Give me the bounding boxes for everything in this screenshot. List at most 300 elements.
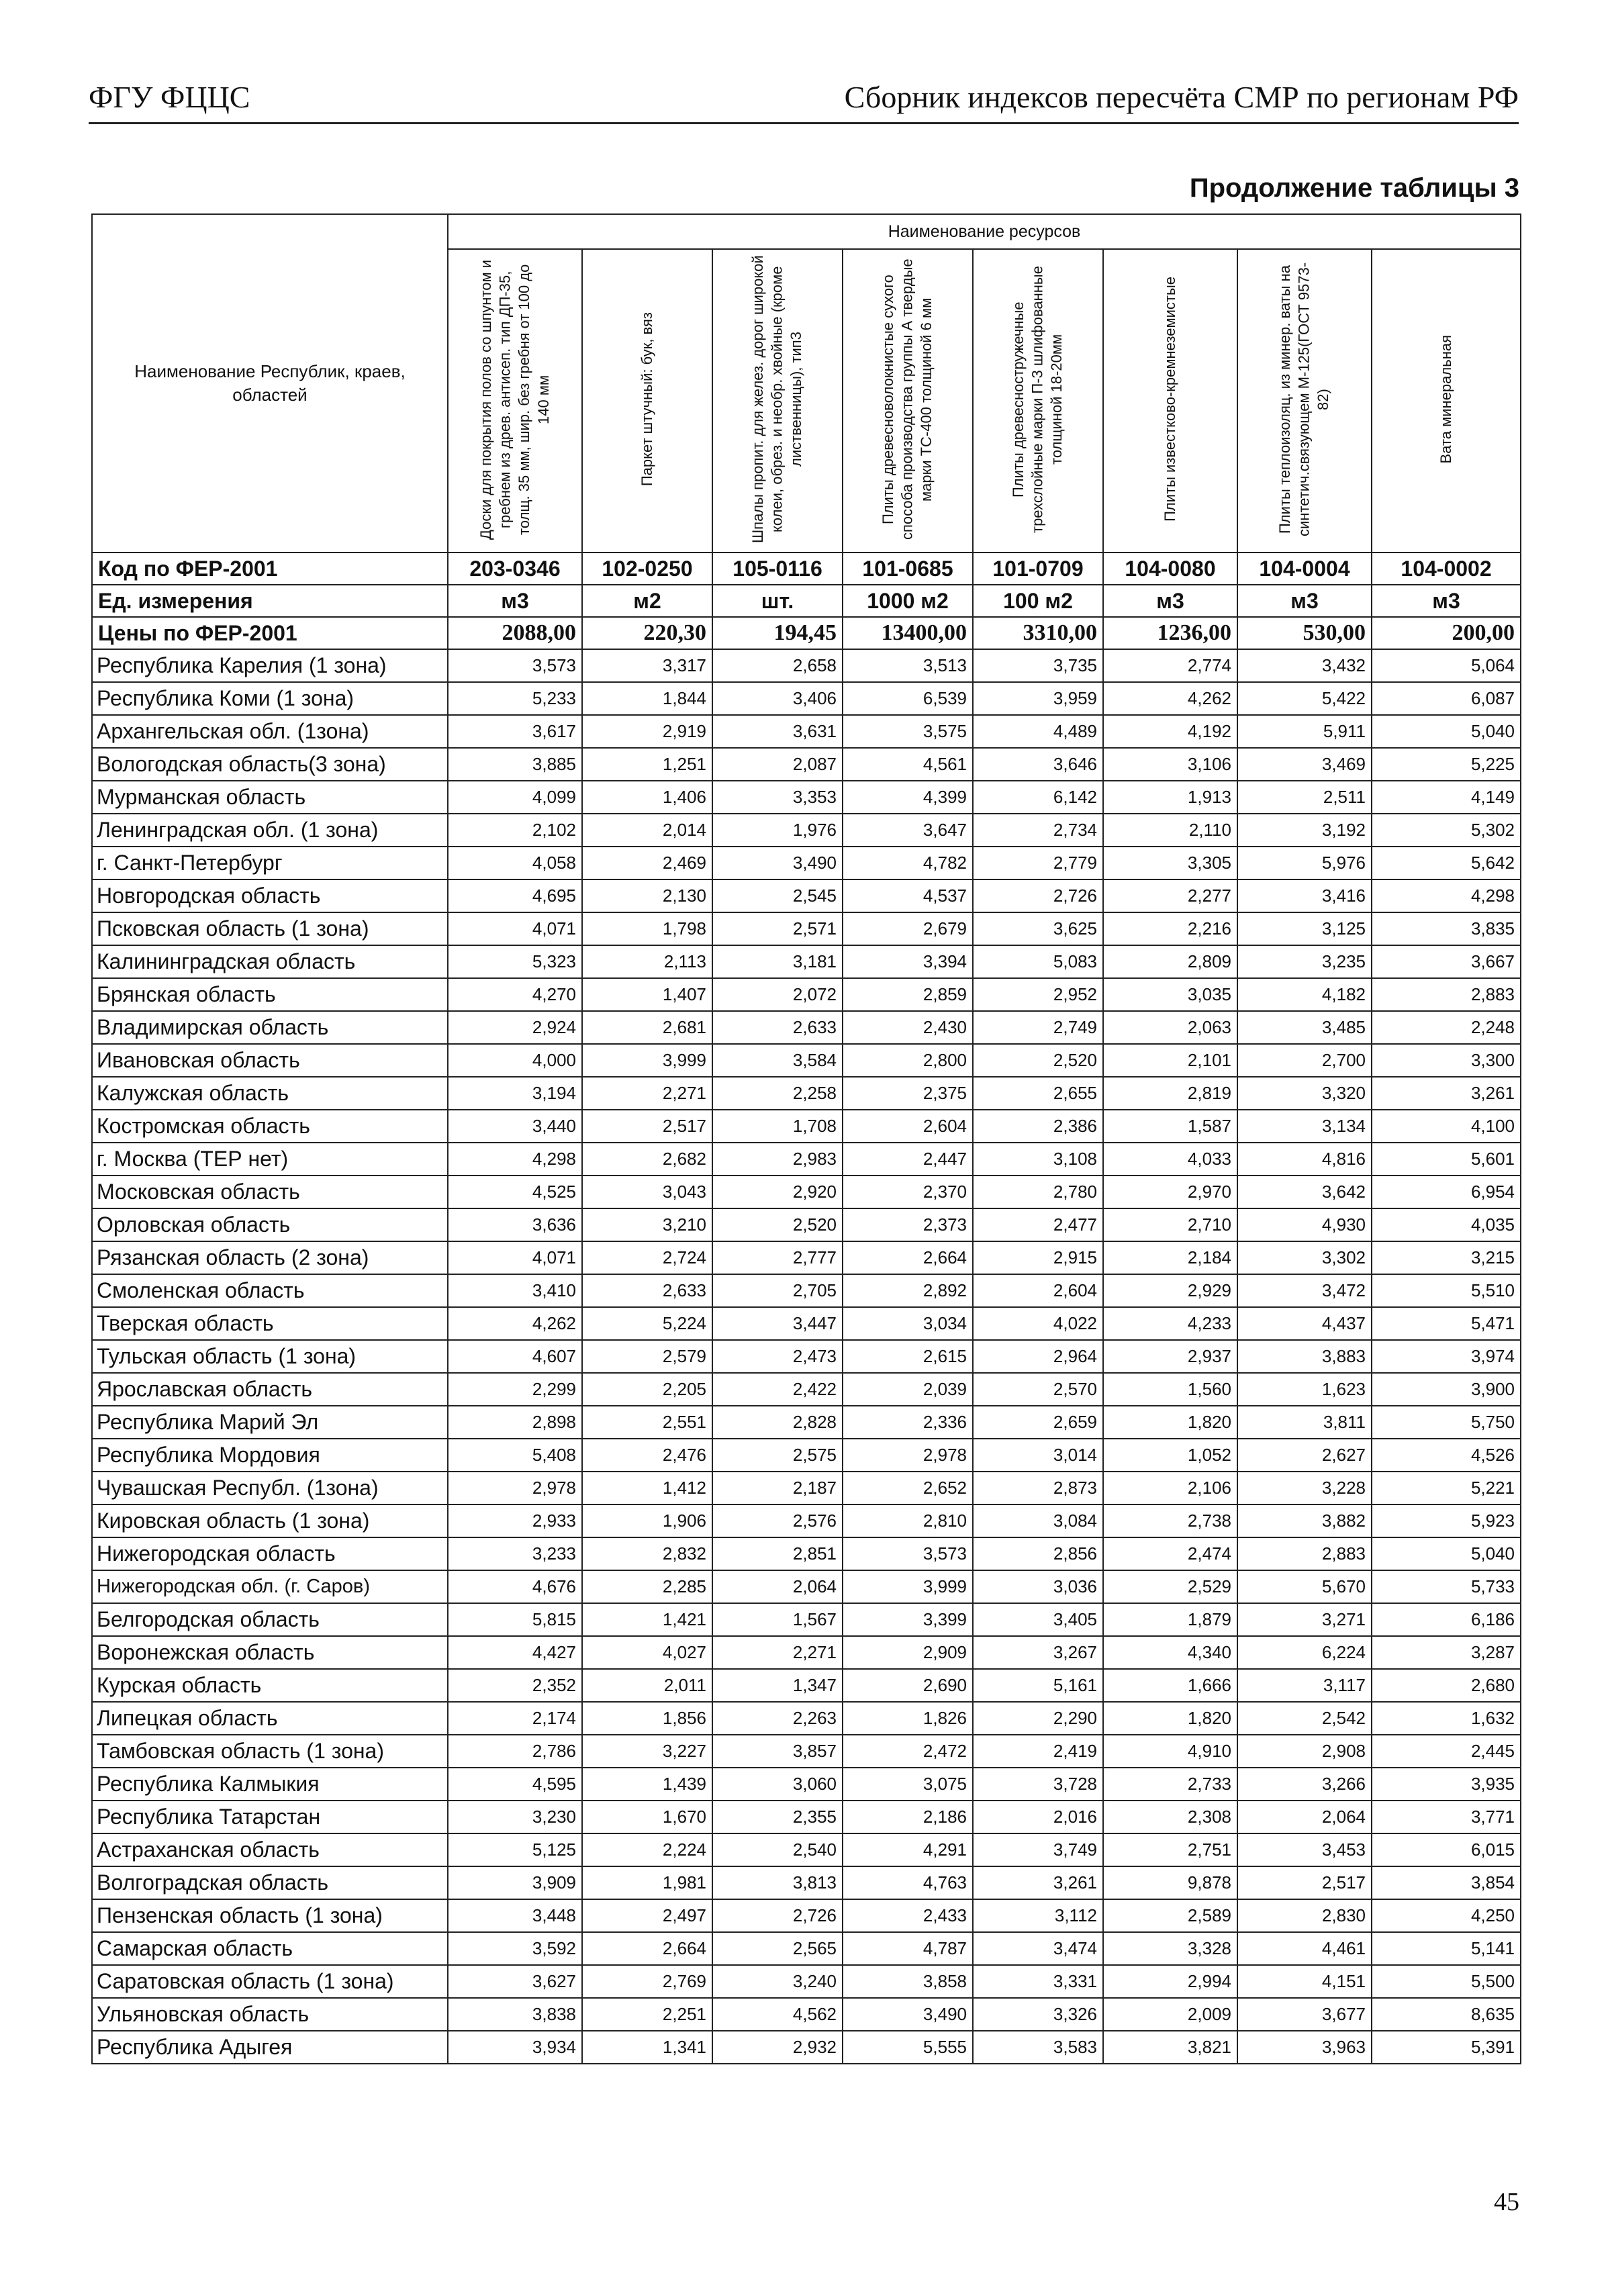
index-value: 1,567 xyxy=(712,1603,843,1636)
index-value: 1,439 xyxy=(582,1768,712,1801)
index-value: 3,230 xyxy=(448,1801,582,1833)
region-name: Костромская область xyxy=(92,1110,448,1143)
index-value: 1,981 xyxy=(582,1866,712,1899)
index-value: 3,235 xyxy=(1237,945,1372,978)
code-cell: 104-0080 xyxy=(1103,553,1237,585)
index-value: 2,474 xyxy=(1103,1537,1237,1570)
index-value: 5,422 xyxy=(1237,682,1372,715)
index-value: 4,149 xyxy=(1372,781,1521,814)
table-row xyxy=(92,1373,1521,1406)
unit-cell: м3 xyxy=(1372,585,1521,617)
table-row xyxy=(92,715,1521,748)
index-value: 1,421 xyxy=(582,1603,712,1636)
index-value: 4,525 xyxy=(448,1176,582,1208)
index-value: 3,287 xyxy=(1372,1636,1521,1669)
table-row xyxy=(92,1439,1521,1472)
index-value: 2,978 xyxy=(448,1472,582,1504)
index-value: 3,490 xyxy=(712,847,843,879)
region-name: Брянская область xyxy=(92,978,448,1011)
index-value: 4,340 xyxy=(1103,1636,1237,1669)
index-value: 2,290 xyxy=(973,1702,1103,1735)
index-value: 2,633 xyxy=(582,1274,712,1307)
region-name: Республика Адыгея xyxy=(92,2031,448,2064)
index-value: 1,856 xyxy=(582,1702,712,1735)
index-value: 5,642 xyxy=(1372,847,1521,879)
region-name: Ивановская область xyxy=(92,1044,448,1077)
region-name: г. Москва (ТЕР нет) xyxy=(92,1143,448,1176)
index-value: 2,186 xyxy=(843,1801,973,1833)
index-value: 6,142 xyxy=(973,781,1103,814)
index-value: 1,587 xyxy=(1103,1110,1237,1143)
index-value: 2,447 xyxy=(843,1143,973,1176)
index-value: 2,355 xyxy=(712,1801,843,1833)
index-value: 3,584 xyxy=(712,1044,843,1077)
index-value: 2,113 xyxy=(582,945,712,978)
index-value: 3,485 xyxy=(1237,1011,1372,1044)
index-value: 2,658 xyxy=(712,649,843,682)
region-name: Архангельская обл. (1зона) xyxy=(92,715,448,748)
index-value: 2,786 xyxy=(448,1735,582,1768)
table-row xyxy=(92,1504,1521,1537)
resource-header xyxy=(448,249,582,553)
index-value: 2,883 xyxy=(1372,978,1521,1011)
index-value: 2,883 xyxy=(1237,1537,1372,1570)
code-cell: 105-0116 xyxy=(712,553,843,585)
index-value: 4,262 xyxy=(1103,682,1237,715)
index-value: 4,233 xyxy=(1103,1307,1237,1340)
index-value: 5,923 xyxy=(1372,1504,1521,1537)
index-value: 2,978 xyxy=(843,1439,973,1472)
table-row xyxy=(92,978,1521,1011)
region-name: Ярославская область xyxy=(92,1373,448,1406)
index-value: 2,652 xyxy=(843,1472,973,1504)
region-name: Кировская область (1 зона) xyxy=(92,1504,448,1537)
index-value: 3,935 xyxy=(1372,1768,1521,1801)
region-name: Московская область xyxy=(92,1176,448,1208)
index-value: 3,440 xyxy=(448,1110,582,1143)
index-value: 2,809 xyxy=(1103,945,1237,978)
index-value: 3,885 xyxy=(448,748,582,781)
index-value: 3,513 xyxy=(843,649,973,682)
table-row xyxy=(92,1603,1521,1636)
index-value: 2,627 xyxy=(1237,1439,1372,1472)
index-value: 2,664 xyxy=(843,1241,973,1274)
index-value: 6,015 xyxy=(1372,1833,1521,1866)
index-value: 4,035 xyxy=(1372,1208,1521,1241)
table-row xyxy=(92,1472,1521,1504)
index-value: 1,406 xyxy=(582,781,712,814)
index-value: 3,573 xyxy=(448,649,582,682)
index-value: 2,810 xyxy=(843,1504,973,1537)
table-row xyxy=(92,1833,1521,1866)
index-value: 4,526 xyxy=(1372,1439,1521,1472)
index-value: 2,633 xyxy=(712,1011,843,1044)
index-value: 3,469 xyxy=(1237,748,1372,781)
index-value: 3,735 xyxy=(973,649,1103,682)
table-row xyxy=(92,1307,1521,1340)
region-name: Самарская область xyxy=(92,1932,448,1965)
index-value: 1,879 xyxy=(1103,1603,1237,1636)
unit-row xyxy=(92,585,1521,617)
code-cell: 101-0685 xyxy=(843,553,973,585)
index-value: 2,445 xyxy=(1372,1735,1521,1768)
index-value: 1,670 xyxy=(582,1801,712,1833)
index-value: 4,489 xyxy=(973,715,1103,748)
index-value: 2,734 xyxy=(973,814,1103,847)
region-name: Владимирская область xyxy=(92,1011,448,1044)
table-continuation-label: Продолжение таблицы 3 xyxy=(1189,173,1519,203)
index-value: 2,419 xyxy=(973,1735,1103,1768)
region-name: Орловская область xyxy=(92,1208,448,1241)
index-value: 2,915 xyxy=(973,1241,1103,1274)
index-value: 2,370 xyxy=(843,1176,973,1208)
index-value: 3,194 xyxy=(448,1077,582,1110)
index-value: 3,134 xyxy=(1237,1110,1372,1143)
index-value: 4,262 xyxy=(448,1307,582,1340)
index-value: 1,560 xyxy=(1103,1373,1237,1406)
resource-header xyxy=(1237,249,1372,553)
index-value: 2,738 xyxy=(1103,1504,1237,1537)
index-value: 5,911 xyxy=(1237,715,1372,748)
index-value: 2,873 xyxy=(973,1472,1103,1504)
table-row xyxy=(92,1406,1521,1439)
index-value: 2,851 xyxy=(712,1537,843,1570)
region-name: Астраханская область xyxy=(92,1833,448,1866)
index-value: 5,221 xyxy=(1372,1472,1521,1504)
index-value: 1,341 xyxy=(582,2031,712,2064)
index-value: 3,583 xyxy=(973,2031,1103,2064)
code-cell: 203-0346 xyxy=(448,553,582,585)
index-value: 3,959 xyxy=(973,682,1103,715)
index-value: 2,433 xyxy=(843,1899,973,1932)
index-value: 3,854 xyxy=(1372,1866,1521,1899)
table-row xyxy=(92,2031,1521,2064)
region-name: Рязанская область (2 зона) xyxy=(92,1241,448,1274)
index-value: 3,261 xyxy=(973,1866,1103,1899)
index-value: 3,625 xyxy=(973,912,1103,945)
index-value: 1,052 xyxy=(1103,1439,1237,1472)
index-value: 2,604 xyxy=(843,1110,973,1143)
table-row xyxy=(92,1044,1521,1077)
price-cell: 13400,00 xyxy=(843,617,973,649)
index-value: 3,305 xyxy=(1103,847,1237,879)
code-label: Код по ФЕР-2001 xyxy=(92,553,448,585)
index-value: 5,601 xyxy=(1372,1143,1521,1176)
table-row xyxy=(92,1208,1521,1241)
index-value: 3,647 xyxy=(843,814,973,847)
region-name: Курская область xyxy=(92,1669,448,1702)
index-value: 4,182 xyxy=(1237,978,1372,1011)
index-value: 3,858 xyxy=(843,1965,973,1998)
index-value: 1,844 xyxy=(582,682,712,715)
index-value: 5,225 xyxy=(1372,748,1521,781)
index-value: 2,430 xyxy=(843,1011,973,1044)
index-value: 2,258 xyxy=(712,1077,843,1110)
region-name: Чувашская Республ. (1зона) xyxy=(92,1472,448,1504)
region-name: Белгородская область xyxy=(92,1603,448,1636)
table-row xyxy=(92,781,1521,814)
table-row xyxy=(92,1998,1521,2031)
index-value: 5,224 xyxy=(582,1307,712,1340)
table-row xyxy=(92,1768,1521,1801)
index-value: 2,087 xyxy=(712,748,843,781)
index-value: 4,695 xyxy=(448,879,582,912)
region-name: Тамбовская область (1 зона) xyxy=(92,1735,448,1768)
index-value: 2,892 xyxy=(843,1274,973,1307)
index-value: 3,490 xyxy=(843,1998,973,2031)
index-value: 2,909 xyxy=(843,1636,973,1669)
index-value: 4,298 xyxy=(448,1143,582,1176)
unit-cell: м3 xyxy=(1103,585,1237,617)
index-value: 2,859 xyxy=(843,978,973,1011)
table-row xyxy=(92,1110,1521,1143)
index-value: 3,749 xyxy=(973,1833,1103,1866)
index-value: 3,900 xyxy=(1372,1373,1521,1406)
region-name: Калужская область xyxy=(92,1077,448,1110)
index-value: 3,060 xyxy=(712,1768,843,1801)
index-value: 4,561 xyxy=(843,748,973,781)
index-value: 1,251 xyxy=(582,748,712,781)
index-value: 4,151 xyxy=(1237,1965,1372,1998)
index-value: 2,819 xyxy=(1103,1077,1237,1110)
region-name: Волгоградская область xyxy=(92,1866,448,1899)
index-value: 3,035 xyxy=(1103,978,1237,1011)
unit-cell: м3 xyxy=(448,585,582,617)
index-value: 5,161 xyxy=(973,1669,1103,1702)
index-value: 2,994 xyxy=(1103,1965,1237,1998)
index-value: 3,320 xyxy=(1237,1077,1372,1110)
index-value: 4,537 xyxy=(843,879,973,912)
index-value: 2,476 xyxy=(582,1439,712,1472)
index-value: 3,617 xyxy=(448,715,582,748)
index-value: 3,406 xyxy=(712,682,843,715)
resource-name: Доски для покрытия полов со шпунтом и гребнем из древ. антисеп. тип ДП-35, толщ. 35 мм, шир. без гребня от 100 до 140 мм xyxy=(477,259,552,540)
index-value: 2,011 xyxy=(582,1669,712,1702)
table-row xyxy=(92,879,1521,912)
index-value: 5,733 xyxy=(1372,1570,1521,1603)
index-value: 5,976 xyxy=(1237,847,1372,879)
index-value: 2,039 xyxy=(843,1373,973,1406)
index-value: 3,328 xyxy=(1103,1932,1237,1965)
index-value: 4,071 xyxy=(448,912,582,945)
index-value: 5,083 xyxy=(973,945,1103,978)
index-value: 3,261 xyxy=(1372,1077,1521,1110)
resources-title-row xyxy=(92,214,1521,249)
index-value: 3,405 xyxy=(973,1603,1103,1636)
table-row xyxy=(92,912,1521,945)
price-cell: 2088,00 xyxy=(448,617,582,649)
table-row xyxy=(92,1899,1521,1932)
index-value: 4,607 xyxy=(448,1340,582,1373)
index-value: 2,830 xyxy=(1237,1899,1372,1932)
index-value: 1,906 xyxy=(582,1504,712,1537)
code-cell: 104-0004 xyxy=(1237,553,1372,585)
index-value: 2,473 xyxy=(712,1340,843,1373)
index-value: 3,642 xyxy=(1237,1176,1372,1208)
index-value: 2,551 xyxy=(582,1406,712,1439)
index-value: 8,635 xyxy=(1372,1998,1521,2031)
index-value: 4,461 xyxy=(1237,1932,1372,1965)
index-value: 2,937 xyxy=(1103,1340,1237,1373)
index-value: 1,347 xyxy=(712,1669,843,1702)
region-name: Республика Коми (1 зона) xyxy=(92,682,448,715)
index-value: 2,777 xyxy=(712,1241,843,1274)
index-value: 2,664 xyxy=(582,1932,712,1965)
index-value: 2,184 xyxy=(1103,1241,1237,1274)
index-value: 4,298 xyxy=(1372,879,1521,912)
index-value: 3,631 xyxy=(712,715,843,748)
table-row xyxy=(92,1176,1521,1208)
region-name: Вологодская область(3 зона) xyxy=(92,748,448,781)
index-value: 3,838 xyxy=(448,1998,582,2031)
index-value: 2,308 xyxy=(1103,1801,1237,1833)
region-name: Липецкая область xyxy=(92,1702,448,1735)
index-value: 2,063 xyxy=(1103,1011,1237,1044)
table-row xyxy=(92,1011,1521,1044)
table-row xyxy=(92,1241,1521,1274)
index-value: 2,680 xyxy=(1372,1669,1521,1702)
index-value: 3,963 xyxy=(1237,2031,1372,2064)
organization-name: ФГУ ФЦЦС xyxy=(89,80,250,114)
index-value: 4,676 xyxy=(448,1570,582,1603)
index-value: 3,125 xyxy=(1237,912,1372,945)
index-value: 2,724 xyxy=(582,1241,712,1274)
index-value: 3,394 xyxy=(843,945,973,978)
index-value: 3,075 xyxy=(843,1768,973,1801)
index-value: 2,780 xyxy=(973,1176,1103,1208)
index-value: 5,555 xyxy=(843,2031,973,2064)
index-value: 2,520 xyxy=(973,1044,1103,1077)
index-value: 2,920 xyxy=(712,1176,843,1208)
index-value: 2,933 xyxy=(448,1504,582,1537)
index-value: 3,432 xyxy=(1237,649,1372,682)
table-row xyxy=(92,1735,1521,1768)
index-value: 2,545 xyxy=(712,879,843,912)
price-cell: 194,45 xyxy=(712,617,843,649)
index-value: 2,422 xyxy=(712,1373,843,1406)
index-value: 3,835 xyxy=(1372,912,1521,945)
region-name: Нижегородская обл. (г. Саров) xyxy=(92,1570,448,1603)
index-value: 2,749 xyxy=(973,1011,1103,1044)
index-value: 3,302 xyxy=(1237,1241,1372,1274)
unit-label: Ед. измерения xyxy=(92,585,448,617)
index-value: 2,542 xyxy=(1237,1702,1372,1735)
index-value: 3,317 xyxy=(582,649,712,682)
index-value: 5,040 xyxy=(1372,715,1521,748)
index-value: 5,471 xyxy=(1372,1307,1521,1340)
index-value: 2,101 xyxy=(1103,1044,1237,1077)
region-name: Тульская область (1 зона) xyxy=(92,1340,448,1373)
index-value: 2,375 xyxy=(843,1077,973,1110)
index-value: 3,811 xyxy=(1237,1406,1372,1439)
index-value: 3,210 xyxy=(582,1208,712,1241)
price-cell: 1236,00 xyxy=(1103,617,1237,649)
table-row xyxy=(92,682,1521,715)
index-value: 3,399 xyxy=(843,1603,973,1636)
index-value: 1,623 xyxy=(1237,1373,1372,1406)
index-value: 3,909 xyxy=(448,1866,582,1899)
region-name: Тверская область xyxy=(92,1307,448,1340)
index-value: 4,595 xyxy=(448,1768,582,1801)
index-value: 4,782 xyxy=(843,847,973,879)
index-value: 4,071 xyxy=(448,1241,582,1274)
index-value: 4,427 xyxy=(448,1636,582,1669)
region-rows xyxy=(92,649,1521,2064)
index-value: 2,386 xyxy=(973,1110,1103,1143)
index-value: 4,027 xyxy=(582,1636,712,1669)
index-value: 2,529 xyxy=(1103,1570,1237,1603)
index-value: 5,500 xyxy=(1372,1965,1521,1998)
index-value: 3,575 xyxy=(843,715,973,748)
index-value: 3,112 xyxy=(973,1899,1103,1932)
index-value: 3,728 xyxy=(973,1768,1103,1801)
index-value: 3,300 xyxy=(1372,1044,1521,1077)
index-value: 2,352 xyxy=(448,1669,582,1702)
index-value: 3,117 xyxy=(1237,1669,1372,1702)
index-value: 4,816 xyxy=(1237,1143,1372,1176)
table-row xyxy=(92,1340,1521,1373)
index-value: 6,087 xyxy=(1372,682,1521,715)
unit-cell: м3 xyxy=(1237,585,1372,617)
index-value: 4,399 xyxy=(843,781,973,814)
index-value: 4,763 xyxy=(843,1866,973,1899)
resource-name: Шпалы пропит. для желез. дорог широкой колеи, обрез. и необр. хвойные (кроме лиственницы), тип3 xyxy=(749,255,805,543)
index-value: 2,469 xyxy=(582,847,712,879)
index-value: 4,000 xyxy=(448,1044,582,1077)
table-row xyxy=(92,945,1521,978)
index-value: 2,705 xyxy=(712,1274,843,1307)
index-value: 4,562 xyxy=(712,1998,843,2031)
index-value: 3,416 xyxy=(1237,879,1372,912)
index-value: 3,084 xyxy=(973,1504,1103,1537)
index-value: 2,016 xyxy=(973,1801,1103,1833)
index-value: 2,205 xyxy=(582,1373,712,1406)
index-value: 2,285 xyxy=(582,1570,712,1603)
index-value: 4,910 xyxy=(1103,1735,1237,1768)
table-row xyxy=(92,1537,1521,1570)
index-value: 3,266 xyxy=(1237,1768,1372,1801)
index-value: 2,726 xyxy=(973,879,1103,912)
index-value: 5,064 xyxy=(1372,649,1521,682)
index-value: 2,014 xyxy=(582,814,712,847)
resource-name: Паркет штучный: бук, вяз xyxy=(638,312,655,487)
index-value: 4,437 xyxy=(1237,1307,1372,1340)
index-value: 5,391 xyxy=(1372,2031,1521,2064)
index-value: 2,690 xyxy=(843,1669,973,1702)
index-value: 6,224 xyxy=(1237,1636,1372,1669)
table-row xyxy=(92,1801,1521,1833)
region-name: Республика Калмыкия xyxy=(92,1768,448,1801)
index-value: 1,666 xyxy=(1103,1669,1237,1702)
index-value: 2,800 xyxy=(843,1044,973,1077)
index-value: 3,240 xyxy=(712,1965,843,1998)
index-value: 2,710 xyxy=(1103,1208,1237,1241)
unit-cell: 1000 м2 xyxy=(843,585,973,617)
index-value: 2,898 xyxy=(448,1406,582,1439)
price-row xyxy=(92,617,1521,649)
index-value: 5,670 xyxy=(1237,1570,1372,1603)
index-value: 3,106 xyxy=(1103,748,1237,781)
resource-name: Плиты древесностружечные трехслойные марки П-3 шлифованные толщиной 18-20мм xyxy=(1010,265,1066,533)
region-name: Ленинградская обл. (1 зона) xyxy=(92,814,448,847)
index-value: 1,913 xyxy=(1103,781,1237,814)
index-value: 3,592 xyxy=(448,1932,582,1965)
index-value: 2,248 xyxy=(1372,1011,1521,1044)
index-value: 2,174 xyxy=(448,1702,582,1735)
index-value: 3,857 xyxy=(712,1735,843,1768)
index-value: 2,659 xyxy=(973,1406,1103,1439)
region-name: г. Санкт-Петербург xyxy=(92,847,448,879)
